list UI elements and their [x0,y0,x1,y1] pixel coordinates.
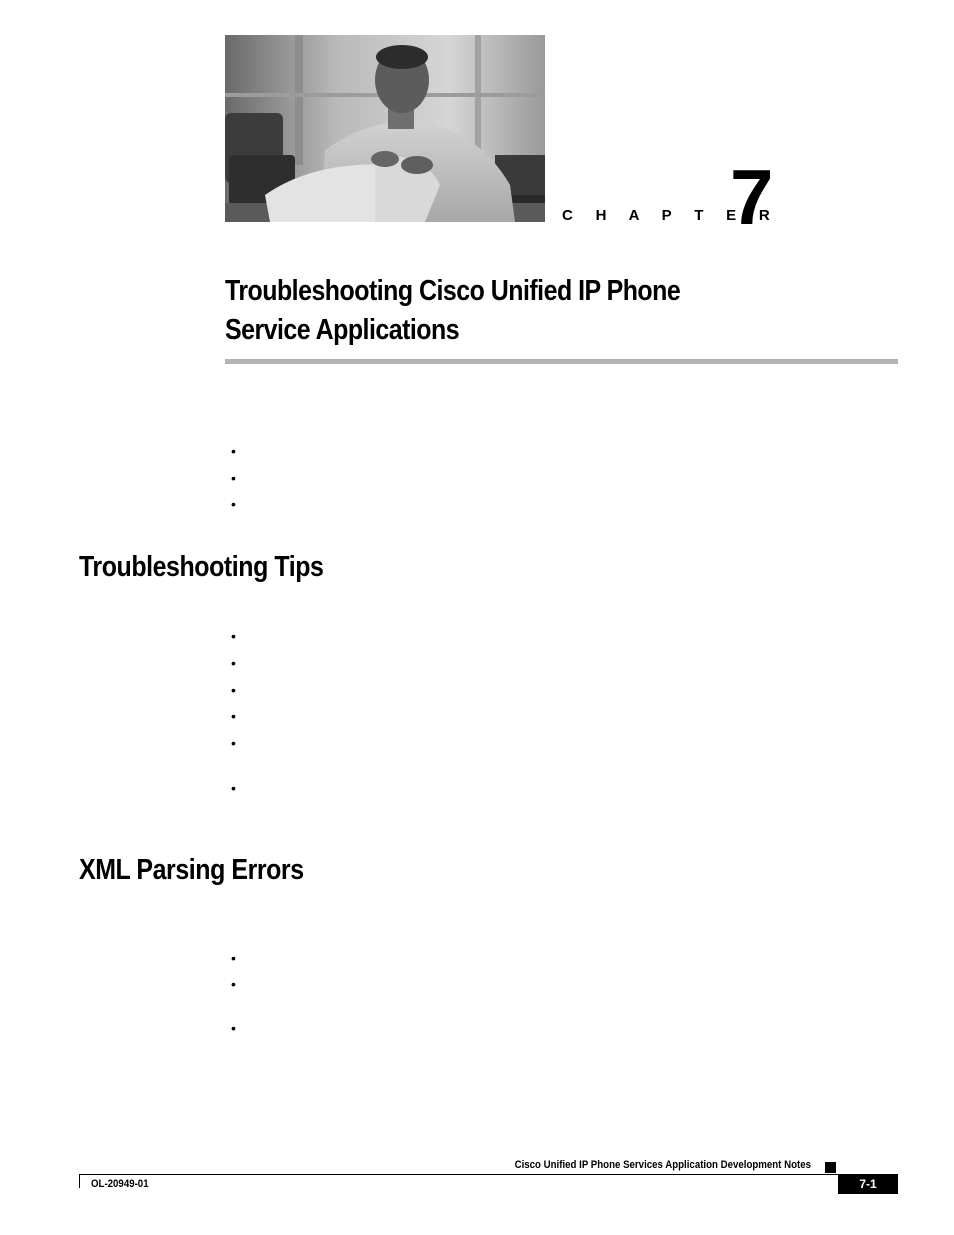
list-bullet: • [231,708,236,724]
list-bullet: • [231,1020,236,1036]
section-heading-xml-parsing-errors: XML Parsing Errors [79,854,304,886]
list-bullet: • [231,682,236,698]
footer-document-title: Cisco Unified IP Phone Services Application Development Notes [514,1159,811,1171]
chapter-title-line-2: Service Applications [225,314,460,346]
list-bullet: • [231,470,236,486]
list-bullet: • [231,496,236,512]
chapter-header-photo [225,35,545,222]
footer-marker-square [825,1162,836,1173]
list-bullet: • [231,655,236,671]
chapter-title-rule [225,359,898,364]
chapter-number: 7 [730,153,774,241]
section-heading-troubleshooting-tips: Troubleshooting Tips [79,551,324,583]
footer-rule-tick [79,1174,80,1188]
list-bullet: • [231,735,236,751]
chapter-title [225,272,775,350]
list-bullet: • [231,950,236,966]
footer-rule [79,1174,898,1175]
footer-page-number: 7-1 [838,1175,898,1194]
list-bullet: • [231,628,236,644]
list-bullet: • [231,443,236,459]
list-bullet: • [231,976,236,992]
chapter-label: C H A P T E R [562,207,780,224]
footer-document-number: OL-20949-01 [91,1178,149,1190]
chapter-title-line-1: Troubleshooting Cisco Unified IP Phone [225,275,681,307]
list-bullet: • [231,780,236,796]
